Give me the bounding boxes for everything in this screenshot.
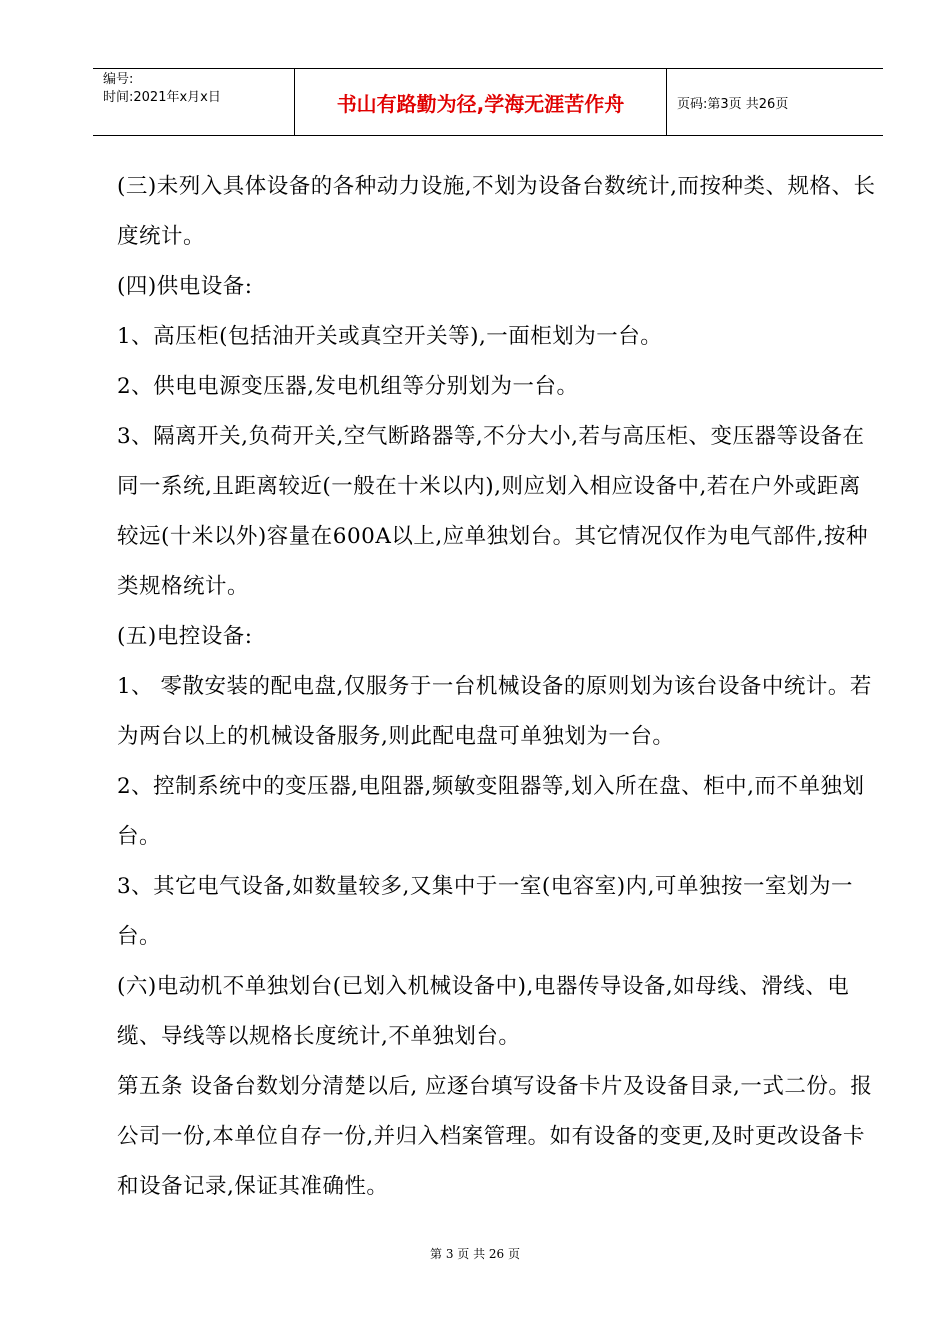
header-meta	[93, 69, 295, 135]
paragraph: 1、高压柜(包括油开关或真空开关等),一面柜划为一台。	[117, 324, 663, 349]
paragraph: 3、隔离开关,负荷开关,空气断路器等,不分大小,若与高压柜、变压器等设备在同一系统,且距离较近(一般在十米以内),则应划入相应设备中,若在户外或距离较远(十米以外)容量在600A以上,应单独划台。其它情况仅作为电气部件,按种类规格统计。	[117, 424, 869, 599]
time-label: 时间:2021年x月x日	[103, 90, 221, 105]
paragraph: (三)未列入具体设备的各种动力设施,不划为设备台数统计,而按种类、规格、长度统计。	[117, 174, 876, 249]
section-heading: (四)供电设备:	[117, 274, 253, 299]
code-label: 编号:	[103, 72, 134, 87]
paragraph: 2、控制系统中的变压器,电阻器,频敏变阻器等,划入所在盘、柜中,而不单独划台。	[117, 774, 865, 849]
document-header	[93, 68, 883, 136]
section-heading: (五)电控设备:	[117, 624, 253, 649]
paragraph: 2、供电电源变压器,发电机组等分别划为一台。	[117, 374, 579, 399]
header-page-info: 页码:第3页 共26页	[677, 96, 789, 112]
paragraph: (六)电动机不单独划台(已划入机械设备中),电器传导设备,如母线、滑线、电缆、导线等以规格长度统计,不单独划台。	[117, 974, 850, 1049]
paragraph: 1、 零散安装的配电盘,仅服务于一台机械设备的原则划为该台设备中统计。若为两台以上的机械设备服务,则此配电盘可单独划为一台。	[117, 674, 872, 749]
paragraph: 第五条 设备台数划分清楚以后, 应逐台填写设备卡片及设备目录,一式二份。报公司一份,本单位自存一份,并归入档案管理。如有设备的变更,及时更改设备卡和设备记录,保证其准确性。	[117, 1074, 873, 1199]
paragraph: 3、其它电气设备,如数量较多,又集中于一室(电容室)内,可单独按一室划为一台。	[117, 874, 853, 949]
document-body	[117, 162, 877, 1212]
page-footer: 第 3 页 共 26 页	[430, 1247, 520, 1261]
header-motto: 书山有路勤为径,学海无涯苦作舟	[295, 69, 667, 135]
